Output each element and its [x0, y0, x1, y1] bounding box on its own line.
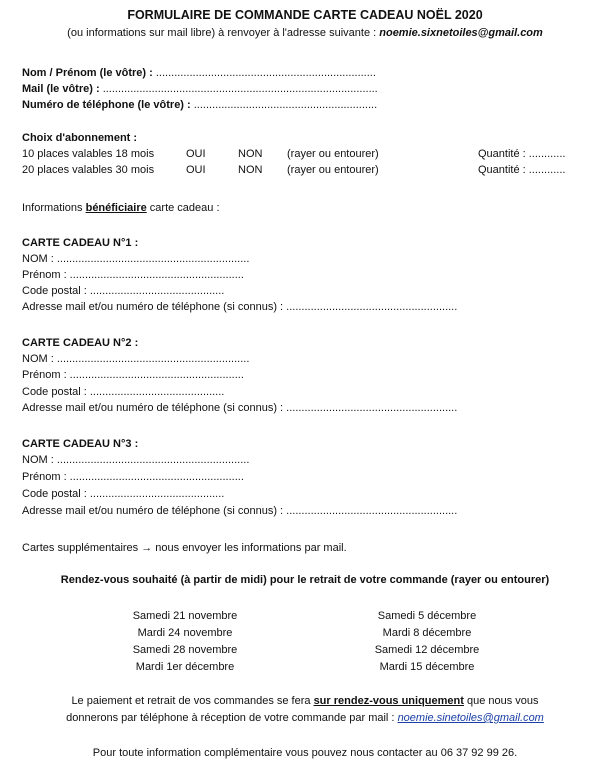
customer-phone-label: Numéro de téléphone (le vôtre) : [22, 99, 194, 111]
card-3-postal-field[interactable]: Code postal : ............................................ [22, 488, 225, 500]
quantity-field[interactable]: Quantité : ............ [478, 164, 566, 176]
appointment-heading: Rendez-vous souhaité (à partir de midi) pour le retrait de votre commande (rayer ou entourer) [60, 574, 550, 586]
payment-email-link[interactable]: noemie.sinetoiles@gmail.com [397, 712, 544, 724]
beneficiary-suffix: carte cadeau : [146, 202, 220, 214]
beneficiary-word: bénéficiaire [85, 202, 147, 214]
card-1-title: CARTE CADEAU N°1 : [22, 237, 139, 249]
card-1-postal-field[interactable]: Code postal : ............................................ [22, 285, 225, 297]
customer-name-dots: ........................................................................ [155, 67, 376, 79]
card-3-title: CARTE CADEAU N°3 : [22, 438, 139, 450]
date-option[interactable]: Samedi 12 décembre [374, 644, 480, 656]
card-2-contact-field[interactable]: Adresse mail et/ou numéro de téléphone (si connus) : ........................................................ [22, 402, 458, 414]
payment-text-2: donnerons par téléphone à réception de votre commande par mail : [66, 712, 398, 724]
card-1-nom-field[interactable]: NOM : ............................................................... [22, 253, 250, 265]
page-subtitle [0, 26, 610, 40]
card-2-prenom-field[interactable]: Prénom : ......................................................... [22, 369, 244, 381]
appointment-dates [0, 608, 610, 678]
card-3-nom-field[interactable]: NOM : ............................................................... [22, 454, 250, 466]
card-2-postal-field[interactable]: Code postal : ............................................ [22, 386, 225, 398]
card-3-contact-field[interactable]: Adresse mail et/ou numéro de téléphone (si connus) : ........................................................ [22, 505, 458, 517]
customer-mail-dots: .......................................................................................... [102, 83, 378, 95]
payment-line-1 [0, 694, 610, 708]
subtitle-text: (ou informations sur mail libre) à renvoyer à l'adresse suivante : [67, 27, 380, 39]
card-2-nom-field[interactable]: NOM : ............................................................... [22, 353, 250, 365]
card-1-contact-field[interactable]: Adresse mail et/ou numéro de téléphone (si connus) : ........................................................ [22, 301, 458, 313]
dates-right-column [327, 608, 527, 676]
payment-text: Le paiement et retrait de vos commandes se fera [71, 695, 314, 707]
subscription-heading: Choix d'abonnement : [22, 132, 138, 144]
beneficiary-heading [22, 201, 220, 215]
payment-emphasis: sur rendez-vous uniquement [313, 695, 464, 707]
customer-name-label: Nom / Prénom (le vôtre) : [22, 67, 156, 79]
date-option[interactable]: Mardi 15 décembre [379, 661, 475, 673]
subtitle-email: noemie.sixnetoiles@gmail.com [379, 27, 543, 39]
subscription-label: 20 places valables 30 mois [22, 164, 155, 176]
dates-left-column [85, 608, 285, 676]
quantity-field[interactable]: Quantité : ............ [478, 148, 566, 160]
option-no[interactable]: NON [238, 164, 263, 176]
card-2-title: CARTE CADEAU N°2 : [22, 337, 139, 349]
beneficiary-prefix: Informations [22, 202, 86, 214]
date-option[interactable]: Samedi 28 novembre [132, 644, 238, 656]
option-hint: (rayer ou entourer) [287, 164, 379, 176]
date-option[interactable]: Mardi 24 novembre [137, 627, 233, 639]
customer-mail-field[interactable] [22, 82, 378, 96]
option-yes[interactable]: OUI [186, 148, 206, 160]
payment-text-end: que nous vous [463, 695, 539, 707]
date-option[interactable]: Samedi 21 novembre [132, 610, 238, 622]
date-option[interactable]: Samedi 5 décembre [377, 610, 477, 622]
payment-line-2 [0, 711, 610, 725]
card-3-prenom-field[interactable]: Prénom : ......................................................... [22, 471, 244, 483]
date-option[interactable]: Mardi 8 décembre [382, 627, 472, 639]
customer-phone-field[interactable] [22, 98, 377, 112]
option-hint: (rayer ou entourer) [287, 148, 379, 160]
page-title: FORMULAIRE DE COMMANDE CARTE CADEAU NOËL 2020 [127, 8, 483, 22]
date-option[interactable]: Mardi 1er décembre [135, 661, 235, 673]
subscription-label: 10 places valables 18 mois [22, 148, 155, 160]
customer-mail-label: Mail (le vôtre) : [22, 83, 103, 95]
card-1-prenom-field[interactable]: Prénom : ......................................................... [22, 269, 244, 281]
option-yes[interactable]: OUI [186, 164, 206, 176]
option-no[interactable]: NON [238, 148, 263, 160]
customer-name-field[interactable] [22, 66, 376, 80]
extra-cards-note: Cartes supplémentaires → nous envoyer les informations par mail. [22, 542, 347, 554]
contact-line: Pour toute information complémentaire vous pouvez nous contacter au 06 37 92 99 26. [92, 747, 518, 759]
customer-phone-dots: ............................................................ [193, 99, 378, 111]
